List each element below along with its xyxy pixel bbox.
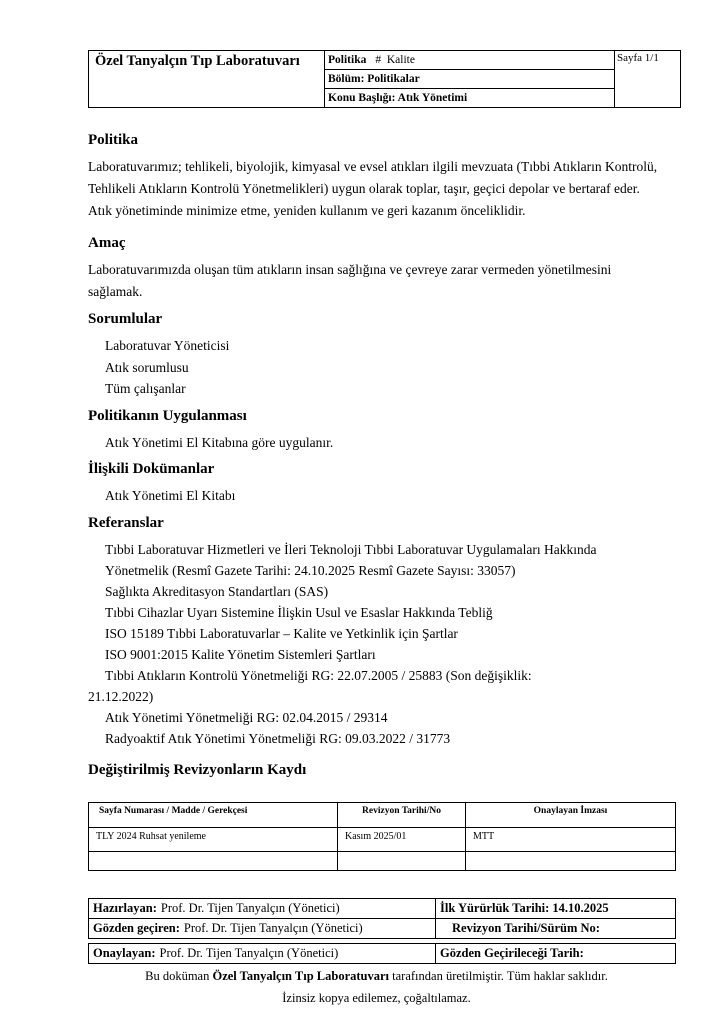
- doc-subject-cell: Konu Başlığı: Atık Yönetimi: [325, 89, 615, 108]
- referans-line: Yönetmelik (Resmî Gazete Tarihi: 24.10.2025 Resmî Gazete Sayısı: 33057): [105, 562, 516, 578]
- approval-table: [88, 898, 676, 939]
- sorumlular-item: Tüm çalışanlar: [105, 381, 186, 396]
- footer-note-prefix: Bu doküman: [145, 968, 213, 983]
- hazirlayan-name: Prof. Dr. Tijen Tanyalçın (Yönetici): [160, 900, 340, 915]
- section-heading-referanslar: Referanslar: [88, 514, 164, 531]
- onaylayan-label: Onaylayan:: [93, 945, 156, 960]
- section-heading-amac: Amaç: [88, 235, 126, 251]
- footer-note-line2: İzinsiz kopya edilemez, çoğaltılamaz.: [282, 990, 471, 1005]
- revision-header-tarih: Revizyon Tarihi/No: [338, 802, 466, 827]
- org-name: Özel Tanyalçın Tıp Laboratuvarı: [95, 53, 300, 69]
- revision-table-row: [89, 851, 676, 870]
- approval-table-onaylayan: [88, 943, 676, 964]
- referans-line: ISO 9001:2015 Kalite Yönetim Sistemleri Şartları: [105, 646, 376, 662]
- section-heading-politika: Politika: [88, 132, 139, 148]
- revision-cell-tarih: [338, 851, 466, 870]
- revision-cell-imza: MTT: [466, 827, 676, 851]
- referans-line: ISO 15189 Tıbbi Laboratuvarlar – Kalite ve Yetkinlik için Şartlar: [105, 625, 458, 641]
- approval-row-gozden-geciren: [89, 918, 676, 938]
- org-name-cell: [89, 51, 325, 108]
- approval-row-hazirlayan: [89, 898, 676, 918]
- revision-cell-gerekce: [89, 851, 338, 870]
- referans-line: Atık Yönetimi Yönetmeliği RG: 02.04.2015 / 29314: [105, 709, 388, 725]
- uygulanma-text: Atık Yönetimi El Kitabına göre uygulanır.: [105, 434, 334, 450]
- referans-line: Radyoaktif Atık Yönetimi Yönetmeliği RG: 09.03.2022 / 31773: [105, 730, 451, 746]
- page-number-cell: [615, 51, 681, 108]
- section-heading-sorumlular: Sorumlular: [88, 311, 163, 327]
- gozden-geciren-name: Prof. Dr. Tijen Tanyalçın (Yönetici): [183, 920, 363, 935]
- revision-table-header-row: [89, 802, 676, 827]
- referans-line: Sağlıkta Akreditasyon Standartları (SAS): [105, 583, 329, 599]
- referans-line: Tıbbi Laboratuvar Hizmetleri ve İleri Teknoloji Tıbbi Laboratuvar Uygulamaları Hakkında: [105, 541, 597, 557]
- referans-line: Tıbbi Atıkların Kontrolü Yönetmeliği RG: 22.07.2005 / 25883 (Son değişiklik:: [105, 667, 532, 683]
- onaylayan-cell: [89, 943, 436, 963]
- doc-section-cell: Bölüm: Politikalar: [325, 70, 615, 89]
- onaylayan-name: Prof. Dr. Tijen Tanyalçın (Yönetici): [159, 945, 339, 960]
- gozden-gecirilecegi-cell: Gözden Geçirileceği Tarih:: [436, 943, 676, 963]
- sorumlular-item: Atık sorumlusu: [105, 359, 189, 375]
- politika-paragraph: Laboratuvarımız; tehlikeli, biyolojik, kimyasal ve evsel atıkları ilgili mevzuata (Tıbbi Atıkların Kontrolü, Tehlikeli Atıkların Kontrolü Yönetmelikleri) uygun olarak toplar, taşır, geçici depolar ve bertaraf eder. Atık yönetiminde minimize etme, yeniden kullanım ve geri kazanım önceliklidir.: [88, 159, 658, 218]
- footer-note-line1: [88, 966, 665, 986]
- revision-cell-imza: [466, 851, 676, 870]
- approval-row-onaylayan: [89, 943, 676, 963]
- revision-cell-tarih: Kasım 2025/01: [338, 827, 466, 851]
- doc-type-cell: [325, 51, 615, 70]
- section-heading-iliskili-dokumanlar: İlişkili Dokümanlar: [88, 461, 215, 477]
- footer-note-org-name: Özel Tanyalçın Tıp Laboratuvarı: [212, 968, 390, 983]
- revision-table: [88, 802, 676, 871]
- referans-line: 21.12.2022): [88, 688, 154, 704]
- revision-table-row: [89, 827, 676, 851]
- sorumlular-item: Laboratuvar Yöneticisi: [105, 338, 230, 353]
- gozden-geciren-label: Gözden geçiren:: [93, 920, 180, 935]
- section-heading-politikanin-uygulanmasi: Politikanın Uygulanması: [88, 407, 247, 424]
- doc-category-label: # Kalite: [375, 54, 415, 66]
- iliskili-dokuman-text: Atık Yönetimi El Kitabı: [105, 488, 236, 503]
- referans-line: Tıbbi Cihazlar Uyarı Sistemine İlişkin Usul ve Esaslar Hakkında Tebliğ: [105, 604, 493, 620]
- approval-block: [88, 898, 665, 964]
- gozden-geciren-cell: [89, 918, 436, 938]
- amac-paragraph: Laboratuvarımızda oluşan tüm atıkların insan sağlığına ve çevreye zarar vermeden yönetilmesini sağlamak.: [88, 262, 612, 299]
- doc-type-label: Politika: [328, 54, 367, 66]
- document-content: [88, 50, 665, 1008]
- revizyon-tarihi-cell: Revizyon Tarihi/Sürüm No:: [436, 918, 676, 938]
- document-header-table: [88, 50, 681, 108]
- ilk-yururluk-cell: İlk Yürürlük Tarihi: 14.10.2025: [436, 898, 676, 918]
- footer-note-suffix: tarafından üretilmiştir. Tüm haklar saklıdır.: [389, 968, 608, 983]
- revision-header-gerekce: Sayfa Numarası / Madde / Gerekçesi: [89, 802, 338, 827]
- hazirlayan-cell: [89, 898, 436, 918]
- revision-cell-gerekce: TLY 2024 Ruhsat yenileme: [89, 827, 338, 851]
- hazirlayan-label: Hazırlayan:: [93, 900, 157, 915]
- section-heading-revizyon-kaydi: Değiştirilmiş Revizyonların Kaydı: [88, 761, 307, 778]
- revision-header-imza: Onaylayan İmzası: [466, 802, 676, 827]
- page-number: Sayfa 1/1: [617, 52, 659, 64]
